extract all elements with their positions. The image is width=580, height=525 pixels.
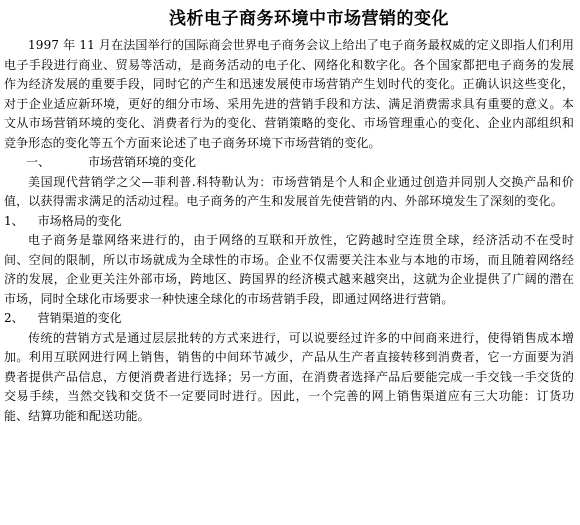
section-1-title: 市场营销环境的变化	[88, 155, 197, 169]
subsection-1-paragraph: 电子商务是靠网络来进行的，由于网络的互联和开放性，它跨越时空连贯全球，经济活动不在受时间、空间的限制，所以市场就成为全球性的市场。企业不仅需要关注本业与本地的市场，而且随着网络经济的发展，企业更关注外部市场，跨地区、跨国界的经济模式越来越突出，这就为企业提供了广阔的潜在市场，同时全球化市场要求一种快速全球化的市场营销手段，即通过网络进行营销。	[4, 233, 574, 306]
subsection-1-heading	[4, 212, 574, 232]
subsection-2-heading	[4, 309, 574, 329]
section-1-heading	[4, 153, 574, 173]
section-1-number: 一、	[26, 155, 51, 169]
subsection-2-paragraph: 传统的营销方式是通过层层批转的方式来进行，可以说要经过许多的中间商来进行，使得销售成本增加。利用互联网进行网上销售，销售的中间环节减少，产品从生产者直接转移到消费者，它一方面要为消费者提供产品信息，方便消费者进行选择；另一方面，在消费者选择产品后要能完成一手交钱一手交货的交易手续，当然交钱和交货不一定要同时进行。因此，一个完善的网上销售渠道应有三大功能：订货功能、结算功能和配送功能。	[4, 330, 574, 423]
subsection-2-title: 营销渠道的变化	[37, 311, 122, 325]
subsection-2-number: 2、	[4, 311, 24, 325]
document-title: 浅析电子商务环境中市场营销的变化	[169, 9, 449, 29]
section-1-paragraph: 美国现代营销学之父—菲利普.科特勒认为：市场营销是个人和企业通过创造并同别人交换产品和价值，以获得需求满足的活动过程。电子商务的产生和发展首先使营销的内、外部环境发生了深刻的变化。	[4, 174, 574, 208]
intro-paragraph: 1997 年 11 月在法国举行的国际商会世界电子商务会议上给出了电子商务最权威的定义即指人们利用电子手段进行商业、贸易等活动，是商务活动的电子化、网络化和数字化。各个国家都把电子商务的发展作为经济发展的重要手段，同时它的产生和迅速发展使市场营销产生划时代的变化。正确认识这些变化，对于企业适应新环境，更好的细分市场、采用先进的营销手段和方法、满足消费需求具有重要的意义。本文从市场营销环境的变化、消费者行为的变化、营销策略的变化、市场管理重心的变化、企业内部组织和竞争形态的变化等五个方面来论述了电子商务环境下市场营销的变化。	[4, 38, 574, 150]
subsection-1-title: 市场格局的变化	[37, 213, 122, 228]
subsection-1-number: 1、	[4, 213, 24, 228]
